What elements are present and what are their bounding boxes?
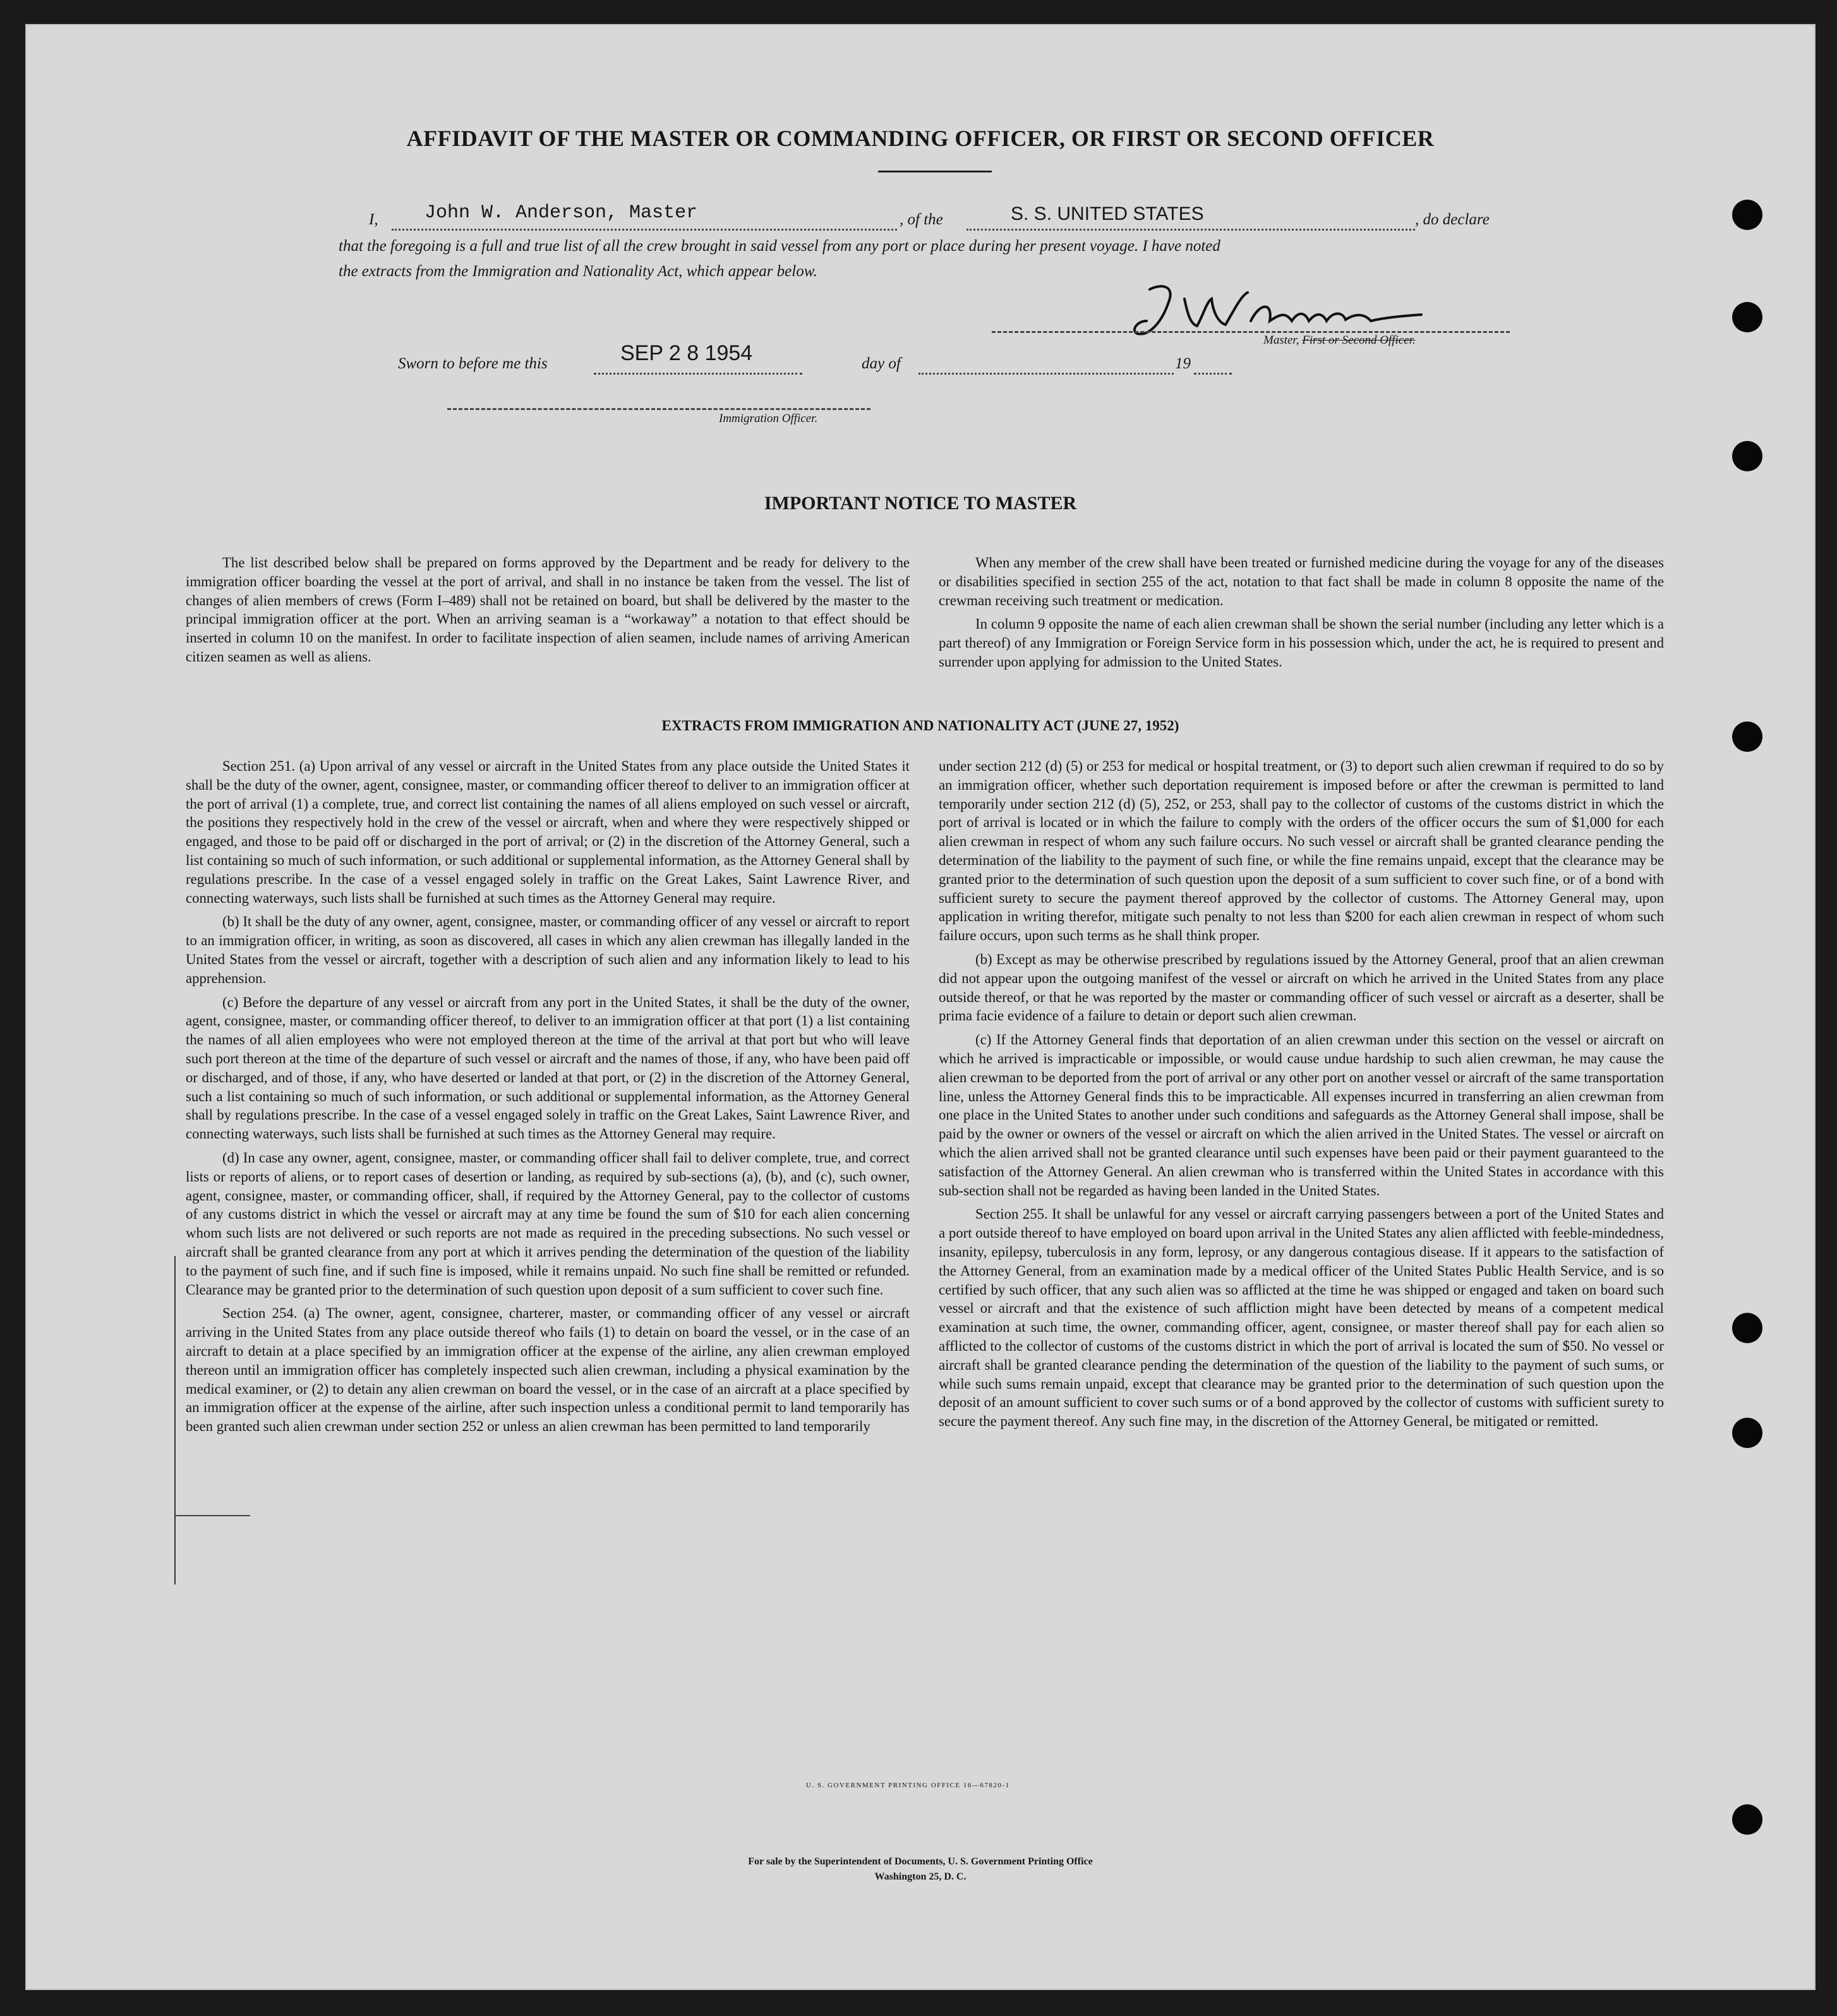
extracts-left-column <box>186 757 910 1441</box>
master-label: Master, <box>1263 334 1299 347</box>
date-stamp: SEP 2 8 1954 <box>620 341 753 365</box>
notice-right-paragraph-1: When any member of the crew shall have been treated or furnished medicine during the voyage for any of the diseases or disabilities specified in section 255 of the act, notation to that fact shall be made in column 8 opposite the name of the crewman receiving such treatment or medication. <box>939 555 1664 608</box>
punch-hole <box>1732 1804 1762 1835</box>
ship-name-field: S. S. UNITED STATES <box>1011 203 1204 224</box>
ship-line <box>967 229 1415 231</box>
extracts-title: EXTRACTS FROM IMMIGRATION AND NATIONALITY ACT (JUNE 27, 1952) <box>661 718 1179 733</box>
affidavit-title: AFFIDAVIT OF THE MASTER OR COMMANDING OFFICER, OR FIRST OR SECOND OFFICER <box>406 126 1435 151</box>
title-divider <box>878 171 992 172</box>
punch-hole <box>1732 1418 1762 1448</box>
section-251-d: (d) In case any owner, agent, consignee, master, or commanding officer shall fail to deliver complete, true, and correct lists or reports of aliens, or to report cases of desertion or landing, as required by sub-sections (a), (b), and (c), such owner, agent, consignee, master, or commanding officer, shall, if required by the Attorney General, pay to the collector of customs of any customs district in which the vessel or aircraft may at any time be found the sum of $10 for each alien concerning whom such lists are not delivered or such reports are not made as required in the preceding subsections. No such vessel or aircraft shall be granted clearance from any port at which it arrives pending the determination of the question of the liability to the payment of such fine, and if such fine is imposed, while it remains unpaid. No such fine shall be remitted or refunded. Clearance may be granted prior to the determination of such question upon deposit of a sum sufficient to cover such fine. <box>186 1149 910 1298</box>
signature-role-label <box>1263 334 1416 347</box>
notice-left-paragraph: The list described below shall be prepared on forms approved by the Department and be ready for delivery to the immigration officer boarding the vessel at the port of arrival, and shall in no instance be taken from the vessel. The list of changes of alien members of crews (Form I–489) shall not be retained on board, but shall be delivered by the master to the principal immigration officer at the port. When an arriving seaman is a “workaway” a notation to that effect should be inserted in column 10 on the manifest. In order to facilitate inspection of alien seamen, include names of arriving American citizen seamen as well as aliens. <box>186 555 910 665</box>
section-254-c: (c) If the Attorney General finds that deportation of an alien crewman under this section on the vessel or aircraft on which he arrived is impracticable or impossible, or would cause undue hardship to such alien crewman, he may cause the alien crewman to be deported from the port of arrival or any other port on another vessel or aircraft of the same transportation line, unless the Attorney General finds this to be impracticable. All expenses incurred in transferring an alien crewman from one place in the United States to another under such conditions and safeguards as the Attorney General shall impose, shall be paid by the owner or owners of the vessel or aircraft on which the alien arrived in the United States. The vessel or aircraft on which the alien arrived shall not be granted clearance until such expenses have been paid or their payment guaranteed to the satisfaction of the Attorney General. An alien crewman who is transferred within the United States in accordance with this sub-section shall not be regarded as having been landed in the United States. <box>939 1032 1664 1198</box>
punch-hole <box>1732 302 1762 332</box>
name-line <box>392 229 897 231</box>
sale-line-1: For sale by the Superintendent of Documents, U. S. Government Printing Office <box>748 1856 1093 1867</box>
section-254-a-continued: under section 212 (d) (5) or 253 for medical or hospital treatment, or (3) to deport such alien crewman if required to do so by an immigration officer, whether such deportation requirement is imposed before or after the crewman is permitted to land temporarily under section 212 (d) (5), 252, or 253, shall pay to the collector of customs of the customs district in which the port of arrival is located or in which the failure to comply with the orders of the officer occurs the sum of $1,000 for each alien crewman in respect of whom any such failure occurs. No such vessel or aircraft shall be granted clearance pending the determination of the liability to the payment of such fine, or while the fine remains unpaid, except that the clearance may be granted prior to the determination of such question upon the deposit of a sum sufficient to cover such fine, or of a bond with sufficient surety to secure the payment thereof approved by the collector of customs. The Attorney General may, upon application in writing therefor, mitigate such penalty to not less than $200 for each alien crewman in respect of whom such failure occurs, upon such terms as he shall think proper. <box>939 758 1664 944</box>
margin-pencil-mark <box>174 1515 250 1516</box>
affidavit-line-3: the extracts from the Immigration and Nationality Act, which appear below. <box>339 263 817 280</box>
gpo-imprint: U. S. GOVERNMENT PRINTING OFFICE 16—67820-1 <box>806 1782 1010 1789</box>
day-of-label: day of <box>862 355 901 372</box>
section-251-b: (b) It shall be the duty of any owner, agent, consignee, master, or commanding officer of any vessel or aircraft to report to an immigration officer, in writing, as soon as discovered, all cases in which any alien crewman has illegally landed in the United States from the vessel or aircraft, together with a description of such alien and any information likely to lead to his apprehension. <box>186 914 910 986</box>
affidavit-line-2: that the foregoing is a full and true list of all the crew brought in said vessel from any port or place during her present voyage. I have noted <box>339 238 1220 255</box>
document-page <box>25 24 1816 1990</box>
signature-line <box>992 331 1510 333</box>
year-prefix: 19 <box>1175 355 1191 372</box>
notice-left-column <box>186 553 910 672</box>
master-name-field: John W. Anderson, Master <box>425 202 698 224</box>
section-254-b: (b) Except as may be otherwise prescribed by regulations issued by the Attorney General, proof that an alien crewman did not appear upon the outgoing manifest of the vessel or aircraft on which he arrived in the United States from any place outside thereof, or that he was reported by the master or commanding officer of such vessel or aircraft as a deserter, shall be prima facie evidence of a failure to detain or deport such alien crewman. <box>939 951 1664 1024</box>
of-the-label: , of the <box>900 211 943 228</box>
section-255: Section 255. It shall be unlawful for any vessel or aircraft carrying passengers between a port of the United States and a port outside thereof to have employed on board upon arrival in the United States any alien afflicted with feeble-mindedness, insanity, epilepsy, tuberculosis in any form, leprosy, or any dangerous contagious disease. If it appears to the satisfaction of the Attorney General, from an examination made by a medical officer of the United States Public Health Service, and is so certified by such officer, that any such alien was so afflicted at the time he was shipped or engaged and taken on board such vessel or aircraft and that the existence of such affliction might have been detected by means of a competent medical examination at such time, the owner, commanding officer, agent, consignee, or master thereof shall pay for each alien so afflicted to the collector of customs of the customs district in which the port of arrival is located the sum of $50. No vessel or aircraft shall be granted clearance pending the determination of the question of the liability to the payment of such sums, or while such sums remain unpaid, except that clearance may be granted prior to the determination of such question upon the deposit of an amount sufficient to cover such sums or of a bond approved by the collector of customs with sufficient surety to secure the payment thereof. Any such fine may, in the discretion of the Attorney General, be mitigated or remitted. <box>939 1206 1664 1430</box>
sworn-date-line <box>594 373 802 375</box>
i-label: I, <box>369 211 378 228</box>
struck-officer-label: First or Second Officer. <box>1302 334 1416 347</box>
punch-hole <box>1732 200 1762 230</box>
section-254-a: Section 254. (a) The owner, agent, consignee, charterer, master, or commanding officer of any vessel or aircraft arriving in the United States from any place outside thereof who fails (1) to detain on board the vessel, or in the case of an aircraft to detain at a place specified by an immigration officer at the expense of the airline, any alien crewman employed thereon until an immigration officer has completely inspected such alien crewman, including a physical examination by the medical examiner, or (2) to detain any alien crewman on board the vessel, or in the case of an aircraft at a place specified by an immigration officer at the expense of the airline, after such inspection unless a conditional permit to land temporarily has been granted such alien crewman under section 252 or unless an alien crewman has been permitted to land temporarily <box>186 1305 910 1435</box>
sale-line-2: Washington 25, D. C. <box>874 1871 967 1882</box>
notice-right-paragraph-2: In column 9 opposite the name of each alien crewman shall be shown the serial number (including any letter which is a part thereof) of any Immigration or Foreign Service form in his possession which, under the act, he is required to present and surrender upon applying for admission to the United States. <box>939 616 1664 670</box>
section-251-a: Section 251. (a) Upon arrival of any vessel or aircraft in the United States from any place outside the United States it shall be the duty of the owner, agent, consignee, master, or commanding officer thereof to deliver to an immigration officer at the port of arrival (1) a complete, true, and correct list containing the names of all aliens employed on such vessel or aircraft, the positions they respectively hold in the crew of the vessel or aircraft, when and where they were respectively shipped or engaged, and those to be paid off or discharged in the port of arrival; or (2) in the discretion of the Attorney General, such a list containing so much of such information, or such additional or supplemental information, as the Attorney General shall by regulations prescribe. In the case of a vessel engaged solely in traffic on the Great Lakes, Saint Lawrence River, and connecting waterways, such lists shall be furnished at such times as the Attorney General may require. <box>186 758 910 906</box>
punch-hole <box>1732 441 1762 471</box>
immigration-officer-line <box>447 408 870 410</box>
extracts-right-column <box>939 757 1664 1436</box>
notice-title: IMPORTANT NOTICE TO MASTER <box>764 493 1077 514</box>
do-declare-label: , do declare <box>1415 211 1490 228</box>
sworn-label: Sworn to before me this <box>398 355 548 372</box>
notice-right-column <box>939 553 1664 677</box>
section-251-c: (c) Before the departure of any vessel or aircraft from any port in the United States, it shall be the duty of the owner, agent, consignee, master, or commanding officer thereof, to deliver to an immigration officer at that port (1) a list containing the names of all alien employees who were not employed thereon at the time of the arrival at that port but who will leave such port thereon at the time of the departure of such vessel or aircraft and the names of those, if any, who have been paid off or discharged, and of those, if any, who have deserted or landed at that port, or (2) in the discretion of the Attorney General, such a list containing so much of such information, or such additional or supplemental information, as the Attorney General shall by regulations prescribe. In the case of a vessel engaged solely in traffic on the Great Lakes, Saint Lawrence River, and connecting waterways, such lists shall be furnished at such times as the Attorney General may require. <box>186 994 910 1142</box>
immigration-officer-label: Immigration Officer. <box>719 412 818 425</box>
month-line <box>918 373 1174 375</box>
margin-pencil-mark <box>174 1256 176 1584</box>
year-line <box>1194 373 1232 375</box>
punch-hole <box>1732 1313 1762 1343</box>
